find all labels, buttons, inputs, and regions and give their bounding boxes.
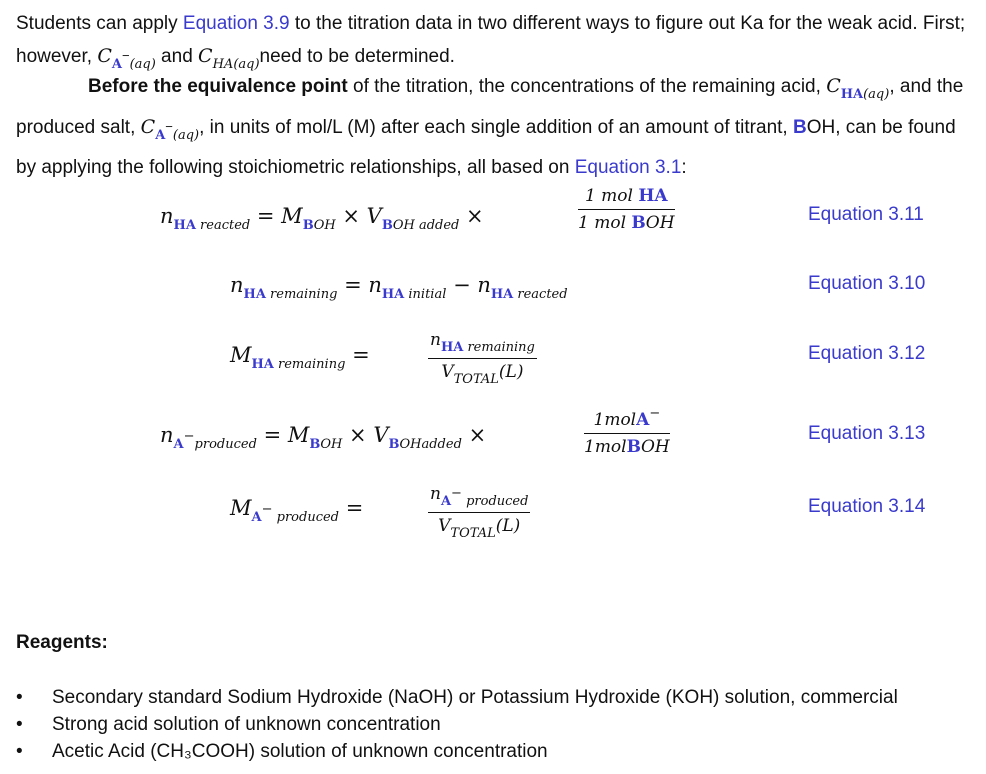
equation-3-12-label: Equation 3.12: [808, 343, 926, 364]
equation-3-1-link[interactable]: Equation 3.1: [574, 157, 682, 178]
equation-3-11-label: Equation 3.11: [808, 204, 924, 225]
equation-3-10-label: Equation 3.10: [808, 273, 926, 294]
equation-3-12: $M_{HA remaining}$ =: [230, 343, 370, 372]
equation-3-10: $n_{HA remaining} = n_{HA initial} - n_{HA reacted}$: [230, 273, 568, 302]
equation-3-13-label: Equation 3.13: [808, 423, 926, 444]
equation-3-14-fraction: $n_{A- produced}$ $V_{TOTAL}(L)$: [430, 484, 529, 541]
equation-3-13: $n_{A-produced} = M_{BOH} \times V_{BOHadded}$ ×: [160, 423, 487, 452]
equation-3-14: $M_{A- produced}$ =: [230, 496, 364, 525]
equation-3-12-fraction: $n_{HA remaining}$ $V_{TOTAL}(L)$: [430, 330, 535, 387]
bullet-icon: •: [16, 741, 23, 762]
equation-3-9-link[interactable]: Equation 3.9: [182, 13, 290, 34]
bullet-icon: •: [16, 687, 23, 708]
reagents-heading: Reagents:: [16, 632, 108, 653]
intro-paragraph: Students can apply Equation 3.9 to the titration data in two different ways to figure out Ka for the weak acid. First; however, $C_{A-(aq)}$ and $C_{HA(aq)}need$ to be determined.: [16, 13, 966, 72]
equation-3-14-label: Equation 3.14: [808, 496, 926, 517]
bullet-icon: •: [16, 714, 23, 735]
stoichiometry-paragraph: Before the equivalence point of the titration, the concentrations of the remaining acid, $C_{HA(aq)}$, and the produced salt, $C_{A-(aq)}$, in units of mol/L (M) after each single addition of an amount of titrant, BOH, can be found by applying the following stoichiometric relationships, all based on Equation 3.1:: [16, 75, 964, 178]
equation-3-11-fraction: 1 mol HA 1 mol BOH: [578, 186, 675, 233]
equation-3-11: $n_{HA reacted} = M_{BOH} \times V_{BOH added}$ ×: [160, 204, 484, 233]
equation-3-13-fraction: 1molA− 1molBOH: [584, 406, 670, 457]
